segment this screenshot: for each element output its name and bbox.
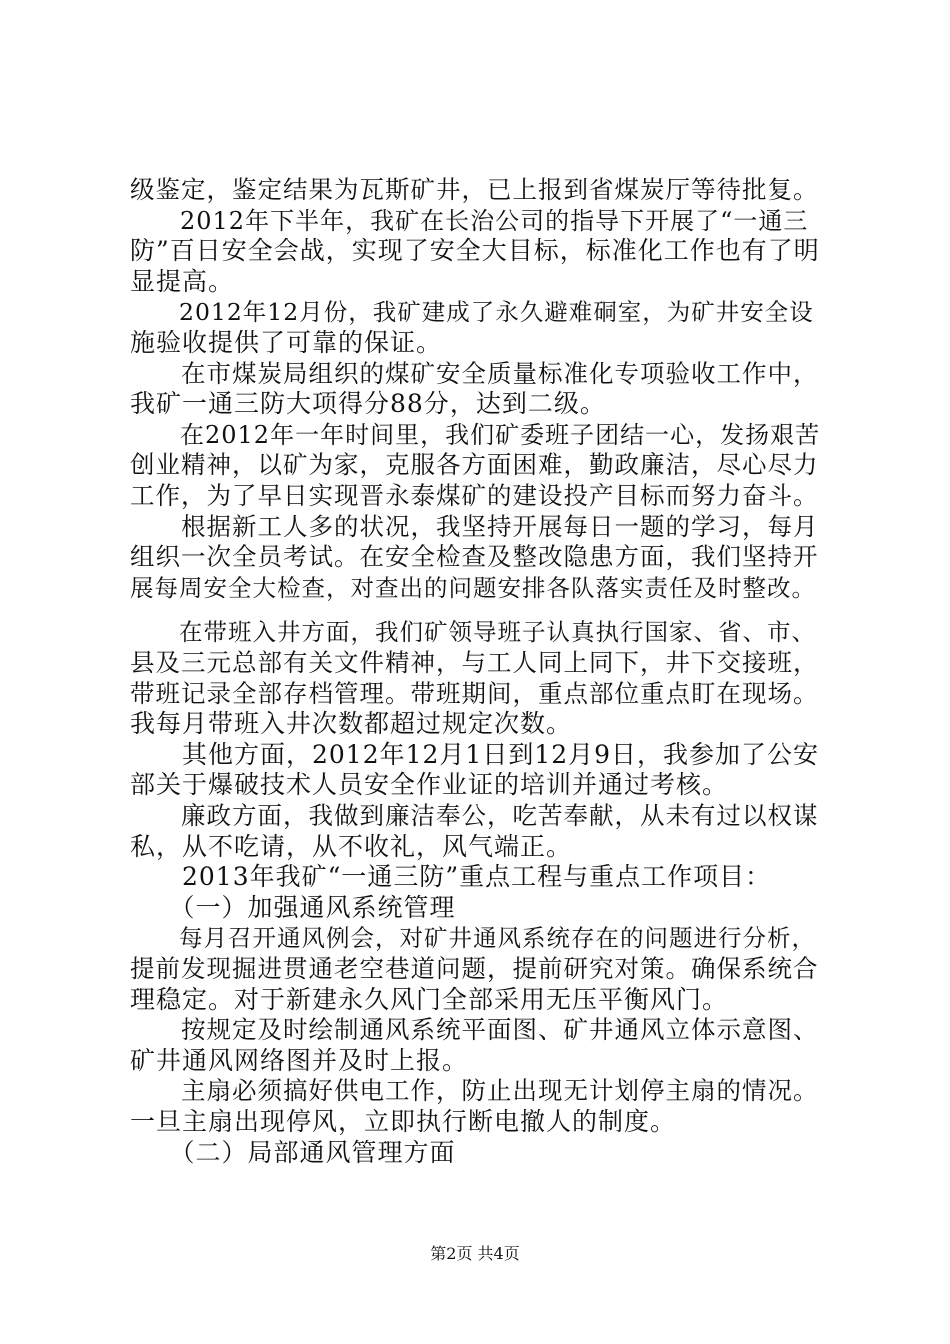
text-line: 2012年下半年，我矿在长治公司的指导下开展了“一通三 <box>130 207 809 235</box>
text-line: 矿井通风网络图并及时上报。 <box>130 1046 469 1075</box>
text-line: 主扇必须搞好供电工作，防止出现无计划停主扇的情况。 <box>130 1076 819 1105</box>
text-line: 在2012年一年时间里，我们矿委班子团结一心，发扬艰苦 <box>130 421 821 449</box>
text-line: 在市煤炭局组织的煤矿安全质量标准化专项验收工作中， <box>130 359 819 388</box>
text-line: 每月召开通风例会，对矿井通风系统存在的问题进行分析， <box>130 924 816 952</box>
text-line: 理稳定。对于新建永久风门全部采用无压平衡风门。 <box>130 985 729 1014</box>
page-number-footer: 第2页 共4页 <box>430 1244 520 1263</box>
text-line: 县及三元总部有关文件精神，与工人同上同下，井下交接班， <box>130 648 819 677</box>
text-line: 在带班入井方面，我们矿领导班子认真执行国家、省、市、 <box>130 618 816 646</box>
text-line: 其他方面，2012年12月1日到12月9日，我参加了公安 <box>130 740 820 769</box>
text-line: 创业精神，以矿为家，克服各方面困难，勤政廉洁，尽心尽力 <box>130 450 819 479</box>
text-line: 级鉴定，鉴定结果为瓦斯矿井，已上报到省煤炭厅等待批复。 <box>130 175 819 204</box>
text-line: 按规定及时绘制通风系统平面图、矿井通风立体示意图、 <box>130 1015 819 1044</box>
text-line: 显提高。 <box>130 267 235 296</box>
text-line: 部关于爆破技术人员安全作业证的培训并通过考核。 <box>130 770 729 799</box>
text-line: 我矿一通三防大项得分88分，达到二级。 <box>130 389 606 418</box>
text-line: 2013年我矿“一通三防”重点工程与重点工作项目： <box>130 862 772 891</box>
text-line: 展每周安全大检查，对查出的问题安排各队落实责任及时整改。 <box>130 574 816 602</box>
text-line: 2012年12月份，我矿建成了永久避难硐室，为矿井安全设 <box>130 298 814 326</box>
text-line: 防”百日安全会战，实现了安全大目标，标准化工作也有了明 <box>130 236 820 265</box>
text-line: 提前发现掘进贯通老空巷道问题，提前研究对策。确保系统合 <box>130 954 819 983</box>
text-line: 工作，为了早日实现晋永泰煤矿的建设投产目标而努力奋斗。 <box>130 481 819 510</box>
text-line: 我每月带班入井次数都超过规定次数。 <box>130 709 573 738</box>
text-line: （二）局部通风管理方面 <box>130 1138 456 1167</box>
text-line: 私，从不吃请，从不收礼，风气端正。 <box>130 832 573 861</box>
text-line: 带班记录全部存档管理。带班期间，重点部位重点盯在现场。 <box>130 679 819 708</box>
text-line: 廉政方面，我做到廉洁奉公，吃苦奉献，从未有过以权谋 <box>130 801 819 830</box>
text-line: 施验收提供了可靠的保证。 <box>130 328 443 357</box>
text-line: （一）加强通风系统管理 <box>130 893 456 922</box>
text-line: 根据新工人多的状况，我坚持开展每日一题的学习，每月 <box>130 512 819 541</box>
text-line: 一旦主扇出现停风，立即执行断电撤人的制度。 <box>130 1107 677 1136</box>
text-line: 组织一次全员考试。在安全检查及整改隐患方面，我们坚持开 <box>130 542 819 571</box>
